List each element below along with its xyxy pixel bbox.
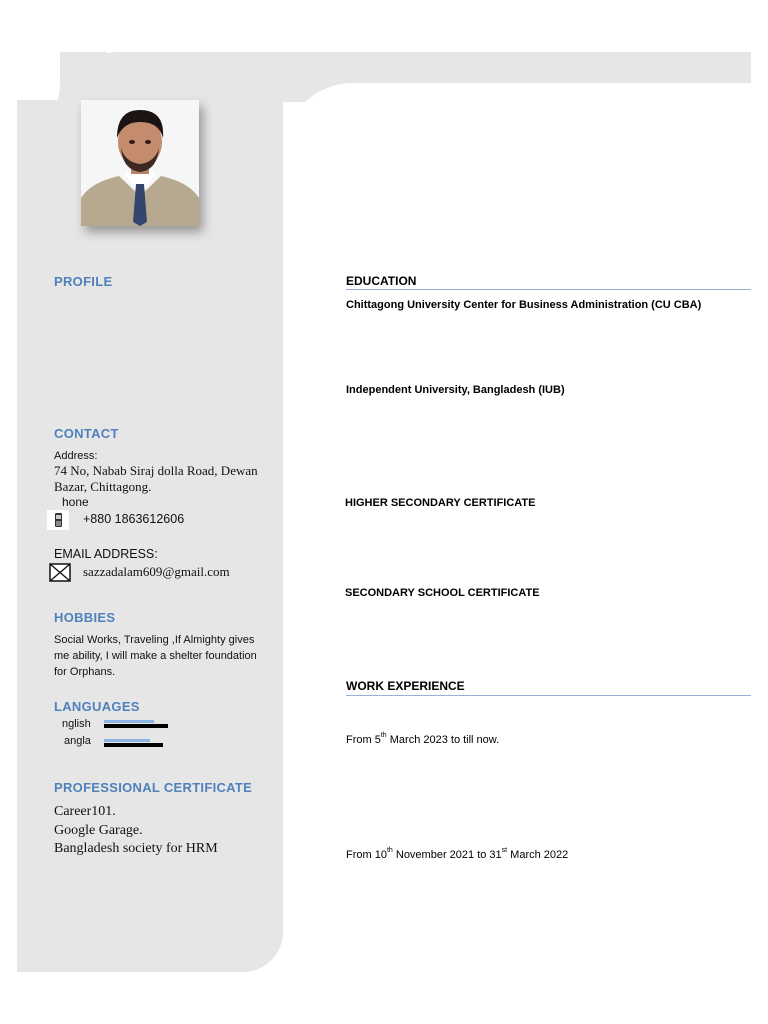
hobbies-line-3: for Orphans.	[54, 666, 116, 678]
education-rule	[346, 289, 751, 290]
work-experience-rule	[346, 695, 751, 696]
certificates-heading: PROFESSIONAL CERTIFICATE	[54, 780, 253, 795]
profile-photo	[81, 100, 199, 226]
language-bar-english-fill	[104, 720, 154, 723]
certificate-item: Bangladesh society for HRM	[54, 841, 218, 856]
address-label: Address:	[54, 450, 98, 462]
email-address[interactable]: sazzadalam609@gmail.com	[83, 564, 230, 579]
main-content-area	[283, 83, 751, 1024]
job-2-dates: From 10th November 2021 to 31st March 2022	[346, 847, 569, 861]
language-bar-bangla-fill	[104, 739, 150, 742]
education-heading: EDUCATION	[346, 274, 417, 288]
languages-heading: LANGUAGES	[54, 699, 140, 714]
hobbies-heading: HOBBIES	[54, 610, 116, 625]
education-item: Chittagong University Center for Business Administration (CU CBA)	[346, 299, 702, 311]
phone-label: hone	[62, 495, 89, 509]
address-line-2: Bazar, Chittagong.	[54, 479, 152, 494]
education-item: Independent University, Bangladesh (IUB)	[346, 384, 565, 396]
language-label-english: nglish	[62, 718, 91, 730]
certificate-item: Google Garage.	[54, 823, 143, 838]
work-experience-heading: WORK EXPERIENCE	[346, 679, 465, 693]
contact-heading: CONTACT	[54, 426, 119, 441]
hobbies-line-2: me ability, I will make a shelter foundation	[54, 650, 257, 662]
address-line-1: 74 No, Nabab Siraj dolla Road, Dewan	[54, 463, 258, 478]
language-bar-bangla	[104, 743, 163, 747]
profile-heading: PROFILE	[54, 274, 113, 289]
job-1-dates: From 5th March 2023 to till now.	[346, 732, 500, 746]
language-bar-english	[104, 724, 168, 728]
email-label: EMAIL ADDRESS:	[54, 547, 158, 561]
education-item: SECONDARY SCHOOL CERTIFICATE	[345, 587, 540, 599]
envelope-icon	[49, 563, 71, 582]
education-item: HIGHER SECONDARY CERTIFICATE	[345, 497, 536, 509]
certificate-item: Career101.	[54, 804, 116, 819]
person-portrait-icon	[81, 100, 199, 226]
phone-number: +880 1863612606	[83, 512, 185, 526]
phone-icon	[47, 510, 69, 530]
language-label-bangla: angla	[64, 735, 91, 747]
hobbies-line-1: Social Works, Traveling ,If Almighty gives	[54, 634, 255, 646]
